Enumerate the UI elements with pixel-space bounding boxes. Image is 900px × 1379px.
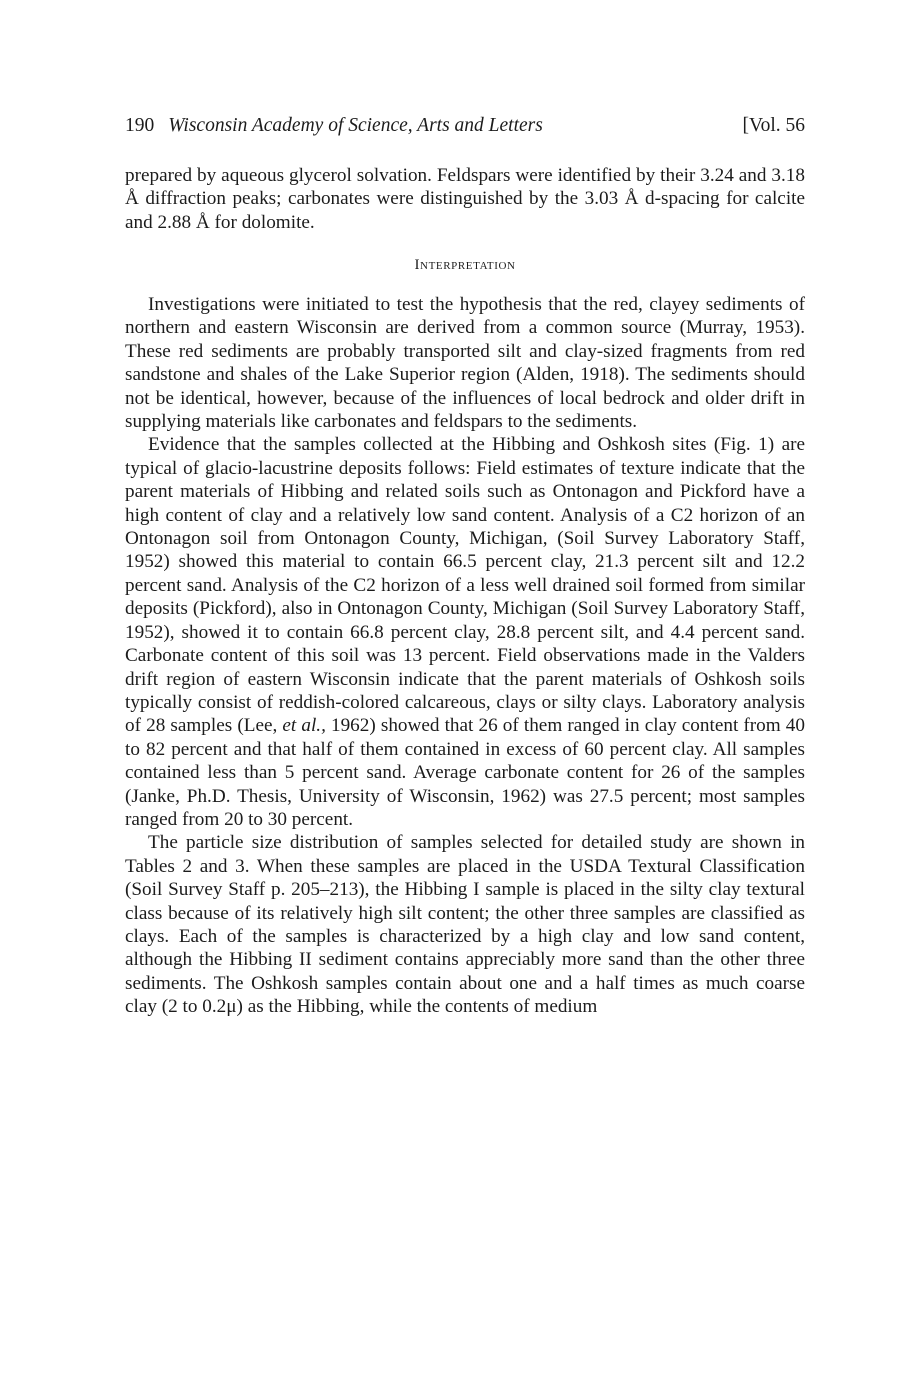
intro-paragraph: prepared by aqueous glycerol solvation. Feldspars were identified by their 3.24 and 3.18 Å diffraction peaks; carbonates were distinguished by the 3.03 Å d-spacing for calcite and 2.88 Å for dolomite. [125, 165, 805, 233]
paragraph-evidence-part1: Evidence that the samples collected at the Hibbing and Oshkosh sites (Fig. 1) are typical of glacio-lacustrine deposits follows: Field estimates of texture indicate that the parent materials of Hibbing and related soils such as Ontonagon and Pickford have a high content of clay and a relatively low sand content. Analysis of a C2 horizon of an Ontonagon soil from Ontonagon County, Michigan, (Soil Survey Laboratory Staff, 1952) showed this material to contain 66.5 percent clay, 21.3 percent silt and 12.2 percent sand. Analysis of the C2 horizon of a less well drained soil formed from similar deposits (Pickford), also in Ontonagon County, Michigan (Soil Survey Laboratory Staff, 1952), showed it to contain 66.8 percent clay, 28.8 percent silt, and 4.4 percent sand. Carbonate content of this soil was 13 percent. Field observations made in the Valders drift region of eastern Wisconsin indicate that the parent materials of Oshkosh soils typically consist of reddish-colored calcareous, clays or silty clays. Laboratory analysis of 28 samples (Lee, [125, 434, 805, 737]
volume-label: [Vol. 56 [742, 115, 805, 136]
paragraph-evidence [125, 433, 805, 831]
section-heading: Interpretation [414, 257, 516, 273]
paragraph-particle-size: The particle size distribution of samples selected for detailed study are shown in Tables 2 and 3. When these samples are placed in the USDA Textural Classification (Soil Survey Staff p. 205–213), the Hibbing I sample is placed in the silty clay textural class because of its relatively high silt content; the other three samples are classified as clays. Each of the samples is characterized by a high clay and low sand content, although the Hibbing II sediment contains appreciably more sand than the other three sediments. The Oshkosh samples contain about one and a half times as much coarse clay (2 to 0.2μ) as the Hibbing, while the contents of medium [125, 832, 805, 1018]
running-header [125, 114, 805, 137]
intro-paragraph-block [125, 164, 805, 234]
section-body [125, 293, 805, 1019]
paragraph-evidence-italic: et al., [282, 715, 326, 737]
journal-title: Wisconsin Academy of Science, Arts and Letters [168, 115, 543, 136]
page-number: 190 [125, 115, 155, 136]
paragraph-hypothesis: Investigations were initiated to test the hypothesis that the red, clayey sediments of northern and eastern Wisconsin are derived from a common source (Murray, 1953). These red sediments are probably transported silt and clay-sized fragments from red sandstone and shales of the Lake Superior region (Alden, 1918). The sediments should not be identical, however, because of the influences of local bedrock and older drift in supplying materials like carbonates and feldspars to the sediments. [125, 294, 805, 433]
paragraph-evidence-part2: 1962) showed that 26 of them ranged in clay content from 40 to 82 percent and that half of them contained in excess of 60 percent clay. All samples contained less than 5 percent sand. Average carbonate content for 26 of the samples (Janke, Ph.D. Thesis, University of Wisconsin, 1962) was 27.5 percent; most samples ranged from 20 to 30 percent. [125, 715, 805, 830]
